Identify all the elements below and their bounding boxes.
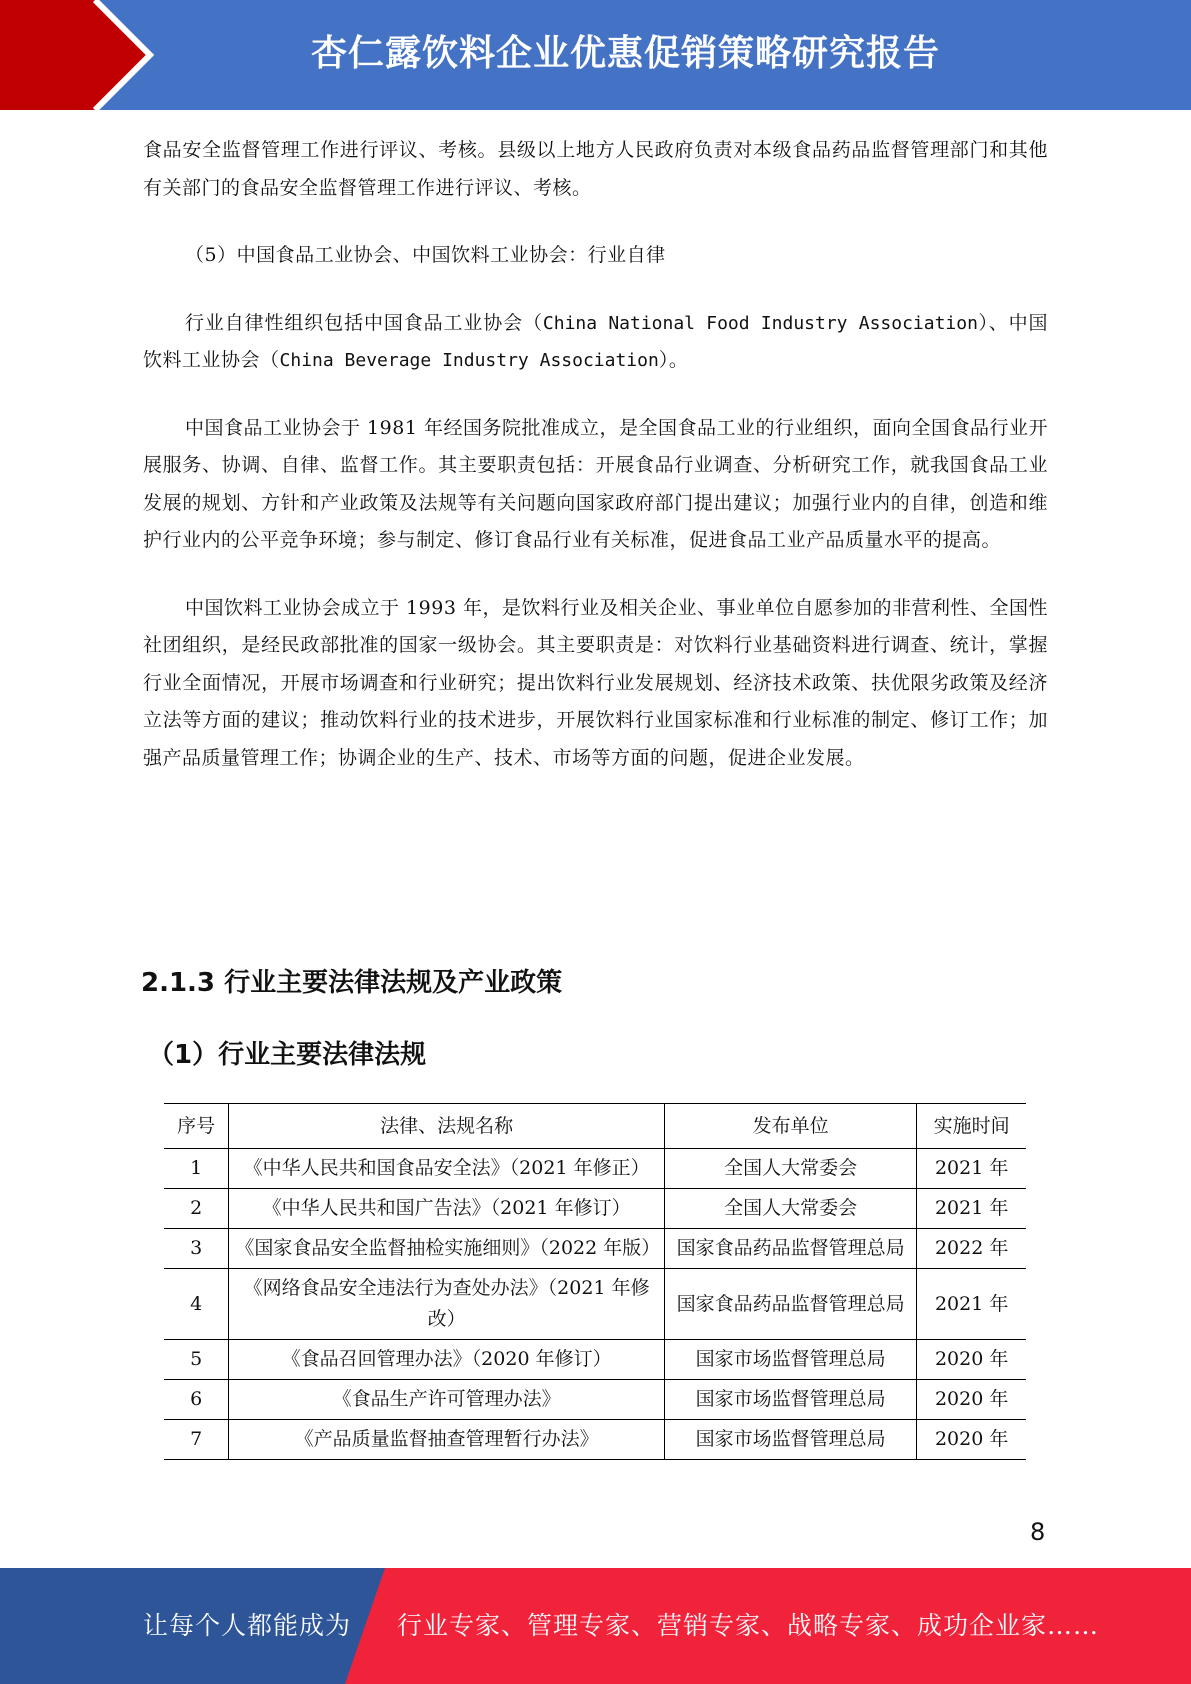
cell-org: 全国人大常委会	[664, 1149, 916, 1189]
cell-name: 《产品质量监督抽查管理暂行办法》	[229, 1420, 665, 1460]
cell-name: 《食品召回管理办法》（2020 年修订）	[229, 1340, 665, 1380]
table-row	[164, 1380, 1026, 1420]
paragraph-cnfia: 中国食品工业协会于 1981 年经国务院批准成立，是全国食品工业的行业组织，面向全国食品行业开展服务、协调、自律、监督工作。其主要职责包括：开展食品行业调查、分析研究工作，就我国食品工业发展的规划、方针和产业政策及法规等有关问题向国家政府部门提出建议；加强行业内的自律，创造和维护行业内的公平竞争环境；参与制定、修订食品行业有关标准，促进食品工业产品质量水平的提高。	[143, 416, 1048, 551]
table-row	[164, 1340, 1026, 1380]
laws-table	[164, 1103, 1026, 1460]
page-footer	[0, 1568, 1191, 1684]
cell-no: 1	[164, 1149, 229, 1189]
cell-org: 国家市场监督管理总局	[664, 1380, 916, 1420]
cell-name: 《国家食品安全监督抽检实施细则》（2022 年版）	[229, 1229, 665, 1269]
table-row	[164, 1229, 1026, 1269]
cell-date: 2021 年	[917, 1189, 1026, 1229]
cell-org: 国家食品药品监督管理总局	[664, 1269, 916, 1340]
cell-org: 国家市场监督管理总局	[664, 1340, 916, 1380]
cell-name: 《网络食品安全违法行为查处办法》（2021 年修改）	[229, 1269, 665, 1340]
cell-no: 2	[164, 1189, 229, 1229]
cell-name: 《中华人民共和国食品安全法》（2021 年修正）	[229, 1149, 665, 1189]
cell-date: 2020 年	[917, 1420, 1026, 1460]
page-content	[143, 132, 1048, 777]
table-row	[164, 1149, 1026, 1189]
paragraph-supervision: 食品安全监督管理工作进行评议、考核。县级以上地方人民政府负责对本级食品药品监督管理部门和其他有关部门的食品安全监督管理工作进行评议、考核。	[143, 139, 1048, 199]
table-row	[164, 1269, 1026, 1340]
text-fragment: ）、中国饮料工业协会（	[143, 311, 1048, 371]
cell-name: 《食品生产许可管理办法》	[229, 1380, 665, 1420]
cell-date: 2021 年	[917, 1269, 1026, 1340]
cell-date: 2020 年	[917, 1380, 1026, 1420]
header-cell-no: 序号	[164, 1104, 229, 1149]
cell-no: 6	[164, 1380, 229, 1420]
text-fragment: 行业自律性组织包括中国食品工业协会（	[185, 311, 543, 334]
page-number: 8	[1030, 1518, 1046, 1546]
paragraph-self-regulation	[143, 305, 1048, 380]
cell-no: 5	[164, 1340, 229, 1380]
cell-name: 《中华人民共和国广告法》（2021 年修订）	[229, 1189, 665, 1229]
table-row	[164, 1189, 1026, 1229]
cell-no: 7	[164, 1420, 229, 1460]
english-name-cnfia: China National Food Industry Association	[542, 312, 978, 334]
cell-no: 3	[164, 1229, 229, 1269]
header-cell-name: 法律、法规名称	[229, 1104, 665, 1149]
paragraph-cbia: 中国饮料工业协会成立于 1993 年，是饮料行业及相关企业、事业单位自愿参加的非营利性、全国性社团组织，是经民政部批准的国家一级协会。其主要职责是：对饮料行业基础资料进行调查、统计，掌握行业全面情况，开展市场调查和行业研究；提出饮料行业发展规划、经济技术政策、扶优限劣政策及经济立法等方面的建议；推动饮料行业的技术进步，开展饮料行业国家标准和行业标准的制定、修订工作；加强产品质量管理工作；协调企业的生产、技术、市场等方面的问题，促进企业发展。	[143, 596, 1048, 769]
table-row	[164, 1420, 1026, 1460]
cell-date: 2020 年	[917, 1340, 1026, 1380]
cell-date: 2021 年	[917, 1149, 1026, 1189]
cell-org: 国家市场监督管理总局	[664, 1420, 916, 1460]
footer-slogan-right: 行业专家、管理专家、营销专家、战略专家、成功企业家……	[397, 1611, 1100, 1640]
cell-org: 国家食品药品监督管理总局	[664, 1229, 916, 1269]
page-header	[0, 0, 1191, 110]
cell-org: 全国人大常委会	[664, 1189, 916, 1229]
section-heading: 2.1.3 行业主要法律法规及产业政策	[141, 968, 563, 998]
paragraph-associations-heading: （5）中国食品工业协会、中国饮料工业协会：行业自律	[185, 244, 666, 266]
header-cell-date: 实施时间	[917, 1104, 1026, 1149]
footer-slogan-left: 让每个人都能成为	[143, 1611, 352, 1640]
report-title: 杏仁露饮料企业优惠促销策略研究报告	[310, 33, 940, 74]
cell-no: 4	[164, 1269, 229, 1340]
text-fragment: ）。	[658, 349, 689, 371]
subsection-heading: （1）行业主要法律法规	[148, 1040, 427, 1070]
header-cell-org: 发布单位	[664, 1104, 916, 1149]
cell-date: 2022 年	[917, 1229, 1026, 1269]
english-name-cbia: China Beverage Industry Association	[279, 350, 659, 371]
table-header-row	[164, 1104, 1026, 1149]
